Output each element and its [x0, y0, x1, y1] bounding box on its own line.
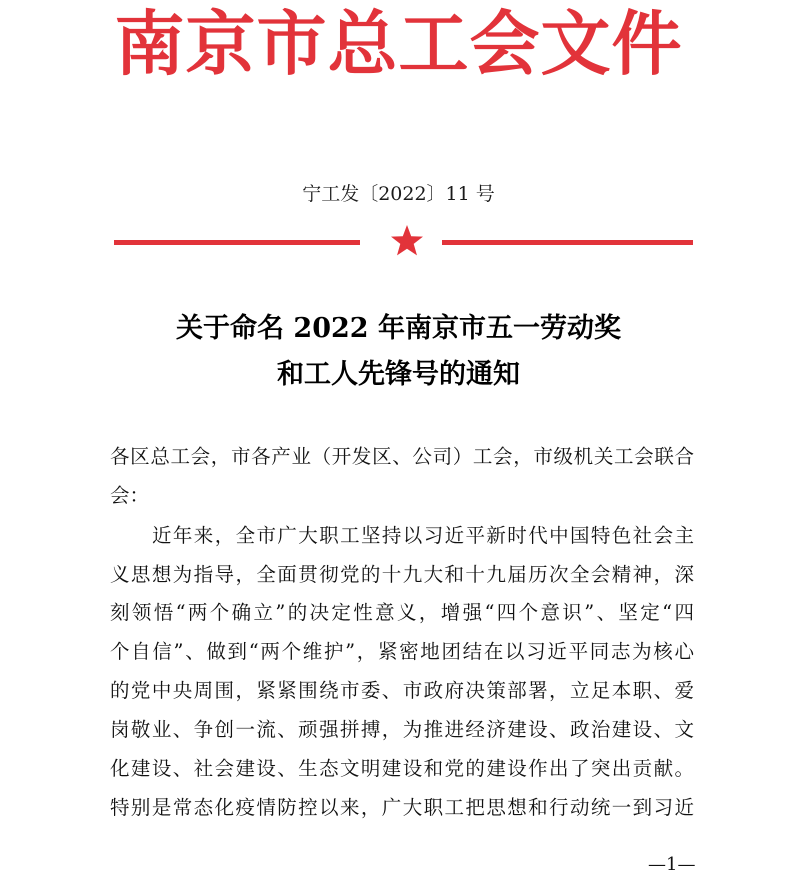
document-number: 宁工发〔2022〕11 号 [302, 183, 495, 205]
page-number: —1— [648, 854, 696, 875]
paragraph-line: 个自信”、做到“两个维护”，紧密地团结在以习近平同志为核心 [110, 640, 694, 663]
document-title-line-2: 和工人先锋号的通知 [277, 359, 520, 390]
paragraph-line: 岗敬业、争创一流、顽强拼搏，为推进经济建设、政治建设、文 [110, 718, 694, 741]
star-icon [390, 224, 424, 258]
paragraph-line: 特别是常态化疫情防控以来，广大职工把思想和行动统一到习近 [110, 796, 694, 819]
star-shape [391, 225, 423, 255]
paragraph-line: 近年来，全市广大职工坚持以习近平新时代中国特色社会主 [152, 524, 694, 547]
paragraph-line: 化建设、社会建设、生态文明建设和党的建设作出了突出贡献。 [110, 757, 694, 780]
red-divider-left [114, 240, 360, 245]
red-divider-right [442, 240, 693, 245]
document-masthead: 南京市总工会文件 [114, 2, 683, 85]
paragraph-line: 刻领悟“两个确立”的决定性意义，增强“四个意识”、坚定“四 [110, 601, 694, 624]
paragraph-line: 义思想为指导，全面贯彻党的十九大和十九届历次全会精神，深 [110, 563, 694, 586]
addressee-line: 各区总工会，市各产业（开发区、公司）工会，市级机关工会联合 [110, 445, 694, 468]
paragraph-line: 的党中央周围，紧紧围绕市委、市政府决策部署，立足本职、爱 [110, 679, 694, 702]
addressee-line: 会： [110, 484, 150, 507]
document-title-line-1: 关于命名 2022 年南京市五一劳动奖 [176, 313, 621, 344]
